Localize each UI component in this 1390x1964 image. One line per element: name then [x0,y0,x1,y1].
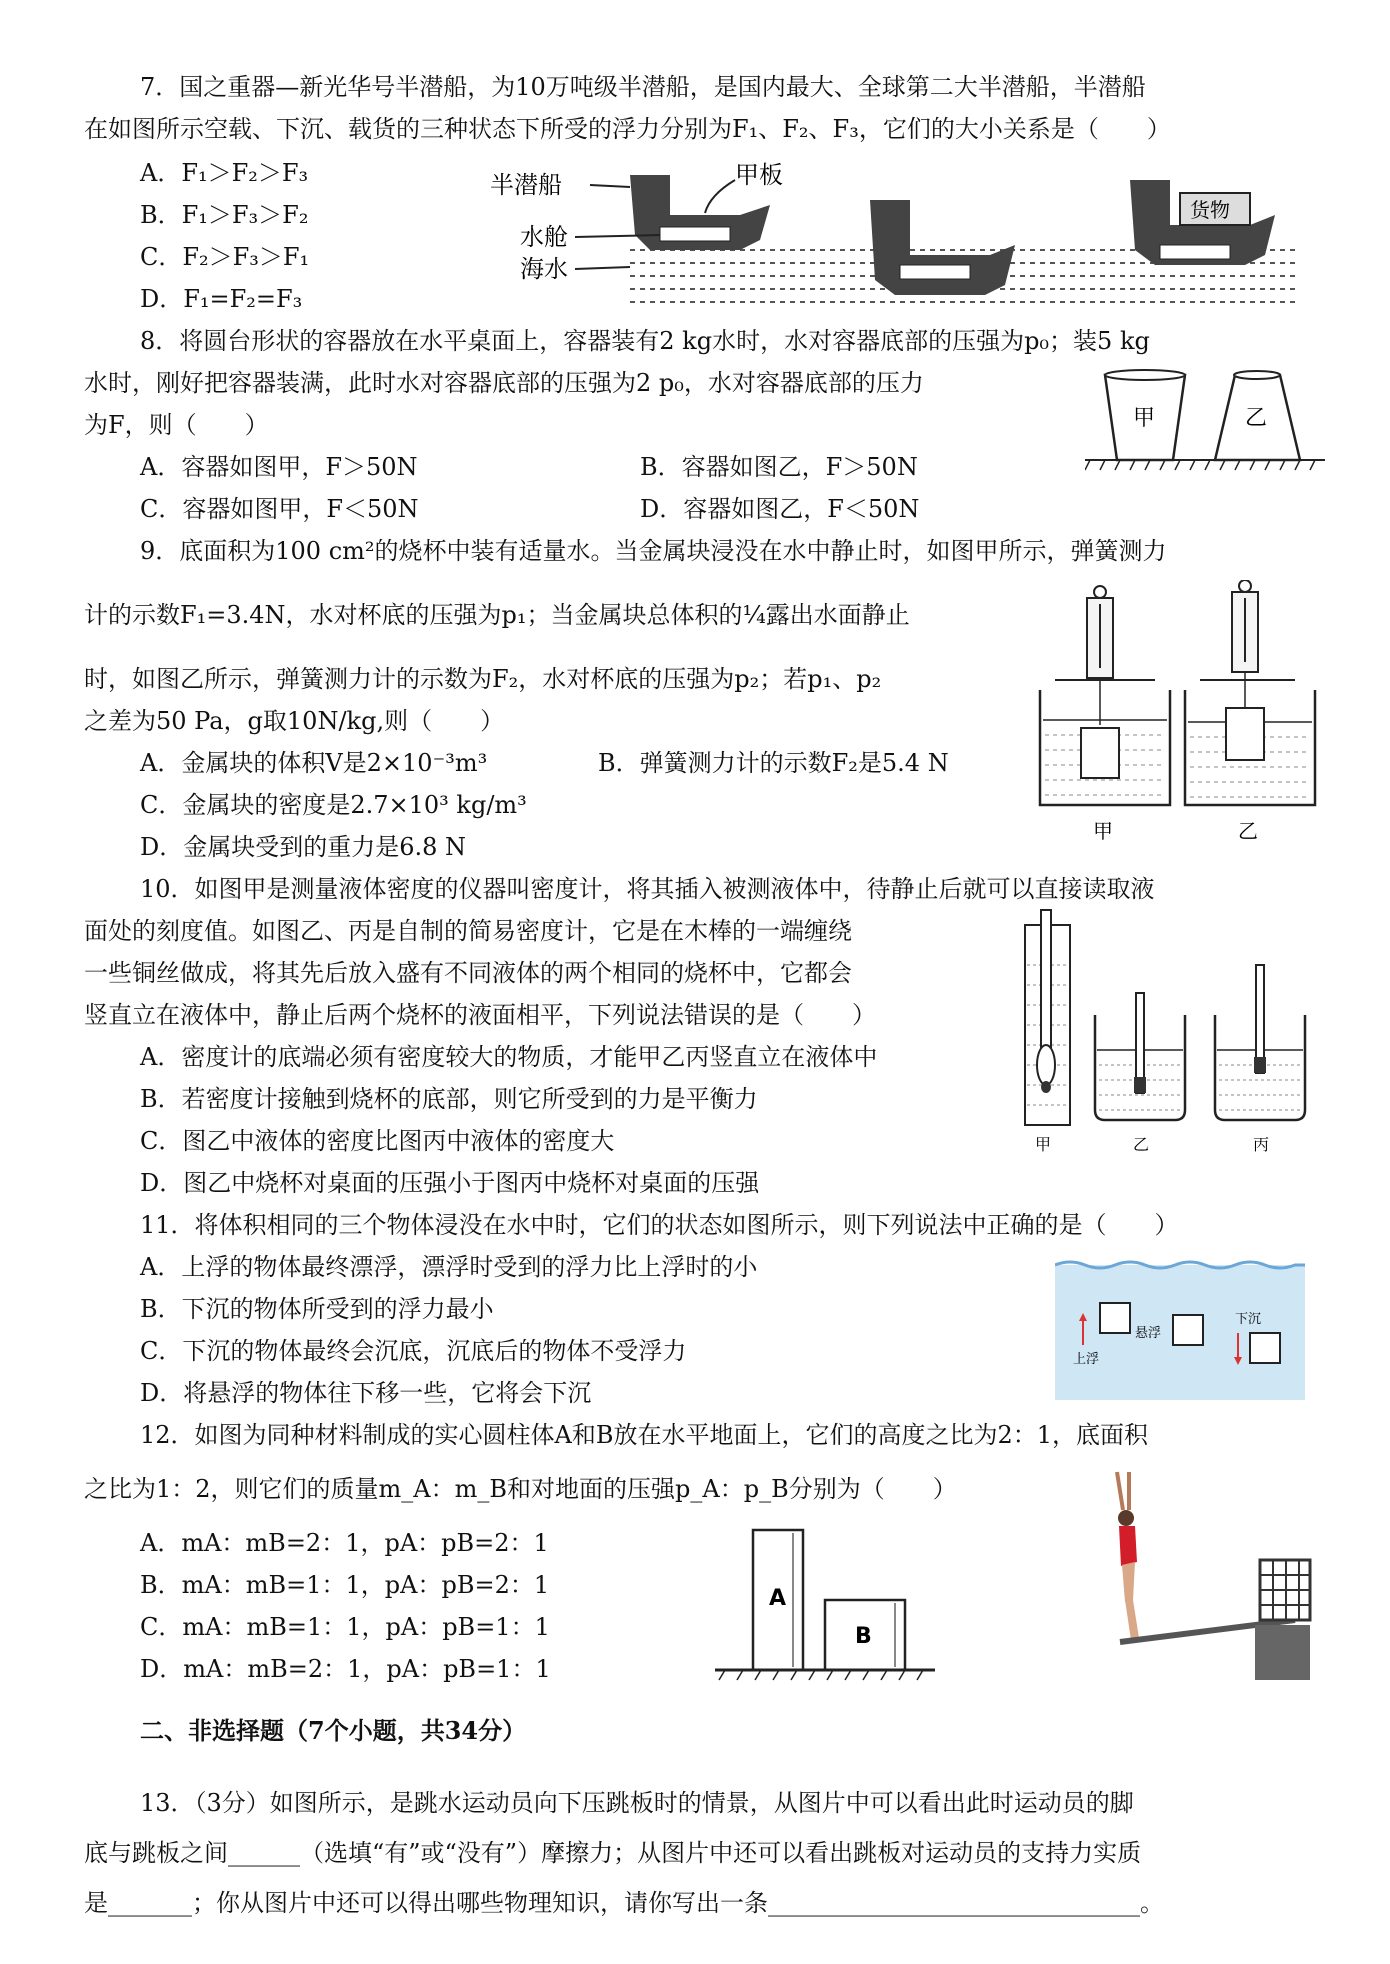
q11-label-down: 下沉 [1235,1312,1262,1327]
q8-label-b: 乙 [1245,406,1268,431]
q8-option-b: B．容器如图乙，F＞50N [640,453,918,481]
q7-option-c: C．F₂＞F₃＞F₁ [140,243,310,271]
q8-label-a: 甲 [1133,406,1156,431]
q9-stem-line1: 9．底面积为100 cm²的烧杯中装有适量水。当金属块浸没在水中静止时，如图甲所示，弹簧测力 [140,537,1167,565]
section-2-heading: 二、非选择题（7个小题，共34分） [140,1716,527,1745]
q7-label-ship: 半潜船 [490,171,562,199]
q10-option-b: B．若密度计接触到烧杯的底部，则它所受到的力是平衡力 [140,1085,758,1113]
q8-stem-line1: 8．将圆台形状的容器放在水平桌面上，容器装有2 kg水时，水对容器底部的压强为p₀；装5 kg [140,327,1150,355]
q9-option-a: A．金属块的体积V是2×10⁻³m³ [140,749,488,777]
q10-option-c: C．图乙中液体的密度比图丙中液体的密度大 [140,1127,615,1155]
q9-stem-line3: 时，如图乙所示，弹簧测力计的示数为F₂，水对杯底的压强为p₂；若p₁、p₂ [84,665,882,693]
q7-label-sea: 海水 [520,255,568,283]
q7-option-d: D．F₁=F₂=F₃ [140,285,303,313]
q8-option-a: A．容器如图甲，F＞50N [140,453,418,481]
q9-figure-spring-scales [1035,580,1325,850]
q13-figure-diver-springboard [1095,1470,1315,1690]
q8-option-c: C．容器如图甲，F＜50N [140,495,419,523]
q9-stem-line2: 计的示数F₁=3.4N，水对杯底的压强为p₁；当金属块总体积的¼露出水面静止 [84,601,910,629]
q9-label-a: 甲 [1093,819,1113,843]
q9-option-d: D．金属块受到的重力是6.8 N [140,833,467,861]
q8-stem-line3: 为F，则（ ） [84,411,269,439]
q8-option-d: D．容器如图乙，F＜50N [640,495,920,523]
q13-line2: 底与跳板之间______（选填“有”或“没有”）摩擦力；从图片中还可以看出跳板对运动员的支持力实质 [84,1839,1142,1867]
q7-figure-semi-submersible [490,155,1310,315]
q9-label-b: 乙 [1238,819,1258,843]
q10-option-d: D．图乙中烧杯对桌面的压强小于图丙中烧杯对桌面的压强 [140,1169,760,1197]
q11-option-c: C．下沉的物体最终会沉底，沉底后的物体不受浮力 [140,1337,687,1365]
q12-option-a: A．mA：mB=2：1，pA：pB=2：1 [140,1529,549,1557]
q10-figure-densimeters [1015,905,1325,1155]
q8-figure-containers [1085,365,1325,480]
q7-option-b: B．F₁＞F₃＞F₂ [140,201,309,229]
q12-option-b: B．mA：mB=1：1，pA：pB=2：1 [140,1571,550,1599]
q12-label-b: B [855,1624,872,1649]
q11-figure-floating-objects [1055,1255,1305,1400]
q11-option-d: D．将悬浮的物体往下移一些，它将会下沉 [140,1379,592,1407]
q12-stem-line2: 之比为1：2，则它们的质量m_A：m_B和对地面的压强p_A：p_B分别为（ ） [84,1475,957,1503]
q10-stem-line4: 竖直立在液体中，静止后两个烧杯的液面相平，下列说法错误的是（ ） [84,1001,876,1029]
q10-option-a: A．密度计的底端必须有密度较大的物质，才能甲乙丙竖直立在液体中 [140,1043,878,1071]
q9-option-c: C．金属块的密度是2.7×10³ kg/m³ [140,791,527,819]
q11-label-suspend: 悬浮 [1135,1326,1162,1341]
q12-label-a: A [769,1586,787,1611]
q10-label-c: 丙 [1253,1135,1270,1154]
q11-option-a: A．上浮的物体最终漂浮，漂浮时受到的浮力比上浮时的小 [140,1253,758,1281]
q7-stem-line2: 在如图所示空载、下沉、载货的三种状态下所受的浮力分别为F₁、F₂、F₃，它们的大小关系是（ ） [84,115,1171,143]
q8-stem-line2: 水时，刚好把容器装满，此时水对容器底部的压强为2 p₀，水对容器底部的压力 [84,369,924,397]
q10-stem-line2: 面处的刻度值。如图乙、丙是自制的简易密度计，它是在木棒的一端缠绕 [84,917,852,945]
q9-option-b: B．弹簧测力计的示数F₂是5.4 N [598,749,949,777]
q7-option-a: A．F₁＞F₂＞F₃ [140,159,309,187]
q10-label-a: 甲 [1035,1135,1052,1154]
q12-option-d: D．mA：mB=2：1，pA：pB=1：1 [140,1655,551,1683]
q9-stem-line4: 之差为50 Pa，g取10N/kg,则（ ） [84,707,505,735]
q10-stem-line1: 10．如图甲是测量液体密度的仪器叫密度计，将其插入被测液体中，待静止后就可以直接读取液 [140,875,1155,903]
q7-label-cargo: 货物 [1190,198,1230,222]
q12-stem-line1: 12．如图为同种材料制成的实心圆柱体A和B放在水平地面上，它们的高度之比为2：1，底面积 [140,1421,1149,1449]
q13-line3: 是_______；你从图片中还可以得出哪些物理知识，请你写出一条_______________________________。 [84,1889,1164,1917]
q12-option-c: C．mA：mB=1：1，pA：pB=1：1 [140,1613,550,1641]
q7-label-deck: 甲板 [735,161,783,189]
q10-stem-line3: 一些铜丝做成，将其先后放入盛有不同液体的两个相同的烧杯中，它都会 [84,959,852,987]
q12-figure-cylinders [715,1525,935,1685]
q11-stem-line1: 11．将体积相同的三个物体浸没在水中时，它们的状态如图所示，则下列说法中正确的是（ ） [140,1211,1179,1239]
q7-stem-line1: 7．国之重器—新光华号半潜船，为10万吨级半潜船，是国内最大、全球第二大半潜船，半潜船 [140,73,1146,101]
q13-line1: 13．（3分）如图所示，是跳水运动员向下压跳板时的情景，从图片中可以看出此时运动员的脚 [140,1789,1134,1817]
q11-option-b: B．下沉的物体所受到的浮力最小 [140,1295,494,1323]
q11-label-up: 上浮 [1073,1352,1100,1367]
q10-label-b: 乙 [1133,1135,1150,1154]
q7-label-tank: 水舱 [520,223,568,251]
